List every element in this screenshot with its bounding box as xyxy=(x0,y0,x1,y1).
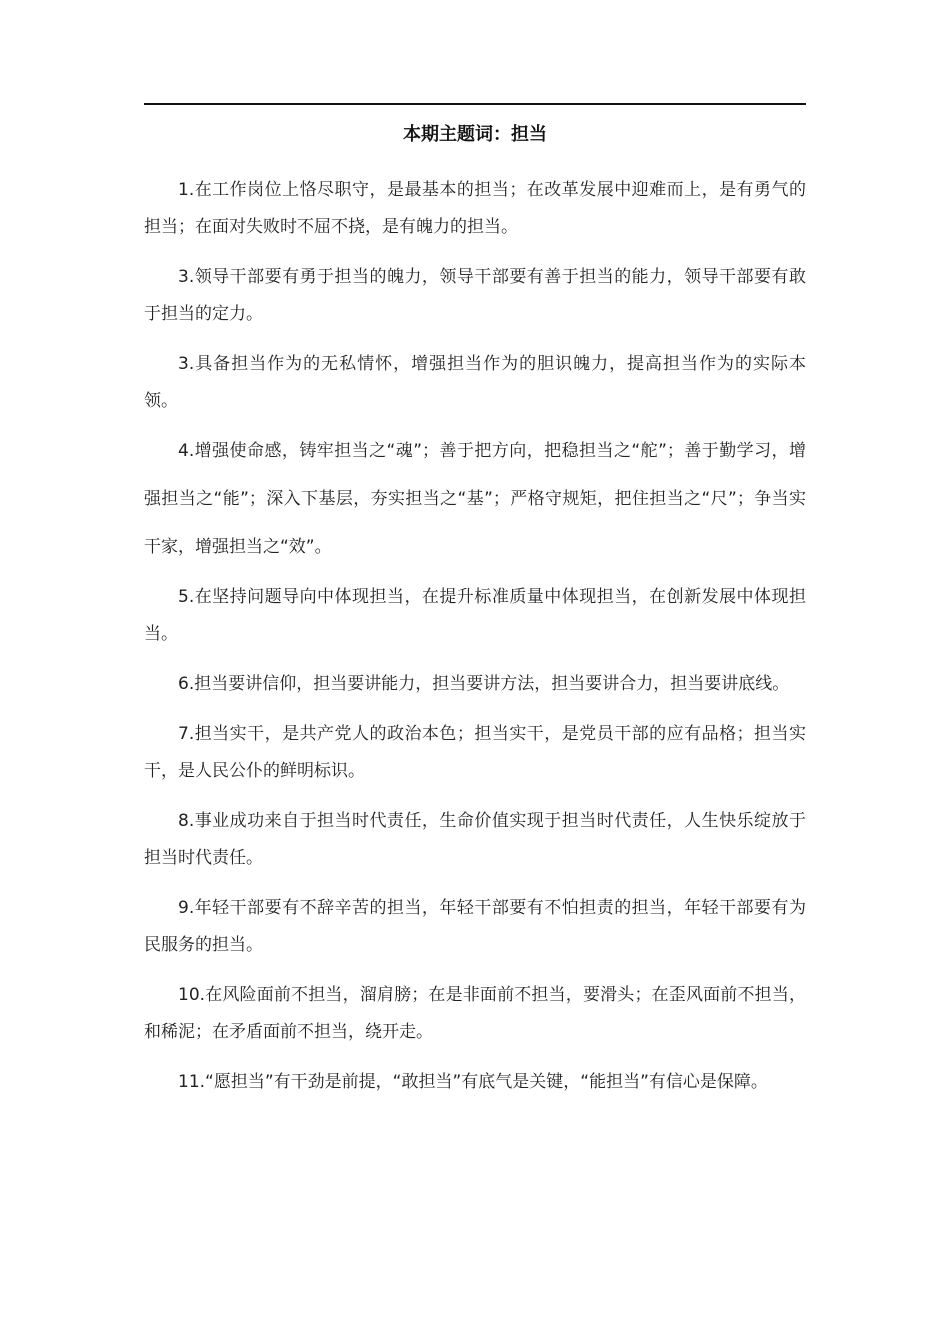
list-item: 4.增强使命感，铸牢担当之“魂”；善于把方向，把稳担当之“舵”；善于勤学习，增强担当之“能”；深入下基层，夯实担当之“基”；严格守规矩，把住担当之“尺”；争当实干家，增强担当之“效”。 xyxy=(144,441,806,557)
document-title: 本期主题词：担当 xyxy=(403,124,547,145)
list-item: 9.年轻干部要有不辞辛苦的担当，年轻干部要有不怕担责的担当，年轻干部要有为民服务的担当。 xyxy=(144,898,806,955)
item-list xyxy=(144,172,806,1114)
list-item: 10.在风险面前不担当，溜肩膀；在是非面前不担当，要滑头；在歪风面前不担当，和稀泥；在矛盾面前不担当，绕开走。 xyxy=(144,985,806,1042)
list-item: 7.担当实干，是共产党人的政治本色；担当实干，是党员干部的应有品格；担当实干，是人民公仆的鲜明标识。 xyxy=(144,724,806,781)
header-rule xyxy=(144,103,806,105)
list-item: 3.领导干部要有勇于担当的魄力，领导干部要有善于担当的能力，领导干部要有敢于担当的定力。 xyxy=(144,267,806,324)
list-item: 6.担当要讲信仰，担当要讲能力，担当要讲方法，担当要讲合力，担当要讲底线。 xyxy=(178,674,790,694)
list-item: 8.事业成功来自于担当时代责任，生命价值实现于担当时代责任，人生快乐绽放于担当时代责任。 xyxy=(144,811,806,868)
list-item: 11.“愿担当”有干劲是前提，“敢担当”有底气是关键，“能担当”有信心是保障。 xyxy=(178,1072,768,1092)
list-item: 1.在工作岗位上恪尽职守，是最基本的担当；在改革发展中迎难而上，是有勇气的担当；在面对失败时不屈不挠，是有魄力的担当。 xyxy=(144,180,806,237)
list-item: 3.具备担当作为的无私情怀，增强担当作为的胆识魄力，提高担当作为的实际本领。 xyxy=(144,354,806,411)
list-item: 5.在坚持问题导向中体现担当，在提升标准质量中体现担当，在创新发展中体现担当。 xyxy=(144,587,806,644)
